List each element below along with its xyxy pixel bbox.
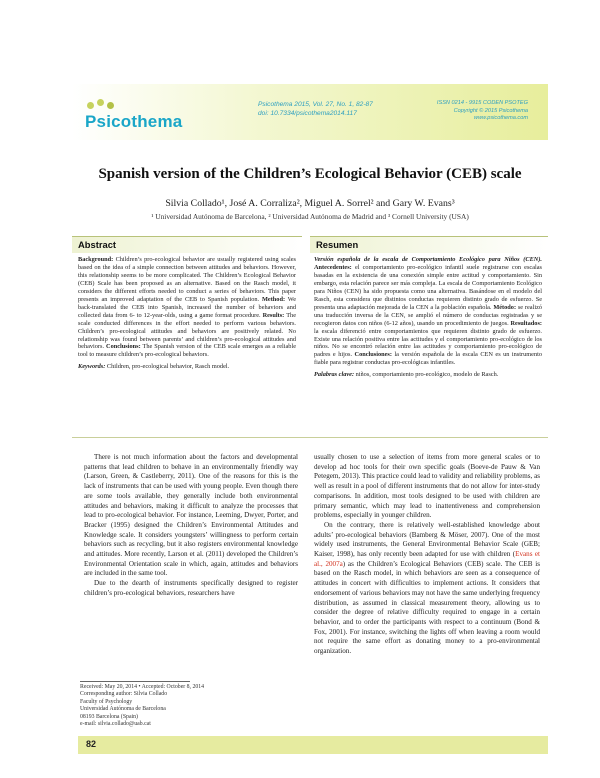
footnote — [80, 684, 204, 728]
journal-logo-text: Psicothema — [85, 112, 183, 131]
resumen-antecedentes-text: el comportamiento pro-ecológico infantil suele registrarse con escalas basadas en la existencia de una conexión simple entre actitud y comportamiento. Sin embargo, esta relación parece ser más compleja. La escala de Comportamiento Ecológico para Niños (CEN) ha sido propuesta como una alternativa. Basándose en el modelo del Rasch, esta considera que distintos conductas requieren distinto grado de esfuerzo. Se presenta una adaptación mejorada de la CEN a la población española. — [314, 263, 542, 311]
footnote-rule — [80, 681, 190, 682]
body-paragraph: On the contrary, there is relatively well-established knowledge about adults’ pro-ecological behaviors (Bamberg & Möser, 2007). One of the most widely used instruments, the General Environmental Behavior Scale (GEB; Kaiser, 1998), has only recently been adapted for use with children (Evans et al., 2007a) as the Children’s Ecological Behaviors (CEB) scale. The CEB is based on the Rasch model, in which behaviors are seen as a consequence of attitudes in concert with difficulties to implement actions. It considers that endorsement of various behaviors may not have the same underlying frequency distribution, as assumed in classical measurement theory, allowing us to consider the degree of relative difficulty required to engage in a certain behavior, and to order the participants with respect to a continuum (Bond & Fox, 2001). For instance, switching the lights off when leaving a room would not require the same effort as donating money to a pro-environmental organization. — [314, 520, 541, 656]
journal-citation-block — [258, 100, 373, 118]
abstract-keywords-label: Keywords: — [78, 363, 106, 371]
abstract-conclusions-text: The Spanish version of the CEB scale emerges as a reliable tool to measure children’s pro-ecological behaviors. — [78, 343, 296, 359]
resumen-title-italic: Versión española de la escala de Comportamiento Ecológico para Niños (CEN). — [314, 256, 542, 263]
footnote-received: Received: May 20, 2014 • Accepted: October 8, 2014 — [80, 684, 205, 690]
body-left-column — [84, 453, 298, 599]
abstract-results-label: Results: — [262, 311, 285, 319]
paper-title: Spanish version of the Children’s Ecological Behavior (CEB) scale — [98, 166, 522, 182]
abstract-keywords-text: Children, pro-ecological behavior, Rasch model. — [106, 363, 230, 371]
section-divider — [72, 437, 548, 438]
resumen-metodo-label: Método: — [493, 303, 517, 311]
body-right-column — [314, 453, 540, 657]
body-paragraph: There is not much information about the factors and developmental patterns that lead children to behave in an environmentally friendly way (Larson, Green, & Castleberry, 2011). One of the reasons for this is the lack of instruments that can be used with young people. Even though there are some tools available, they generally include both environmental attitudes and behaviors, making it difficult to analyze the processes that lead to pro-ecological behavior. For instance, Leeming, Dwyer, Porter, and Bracker (1995) designed the Children’s Environmental Attitudes and Knowledge scale. It considers youngsters’ willingness to perform certain behaviors such as recycling, but it also registers environmental knowledge and attitudes. More recently, Larson et al. (2011) developed the Children’s Environmental Orientation scale in which, again, attitudes and behaviors are included in the same tool. — [84, 453, 298, 578]
resumen-keywords-text: niños, comportamiento pro-ecológico, modelo de Rasch. — [355, 371, 499, 379]
journal-logo — [85, 98, 205, 138]
body-paragraph: Due to the dearth of instruments specifically designed to register children’s pro-ecological behaviors, researchers have — [84, 579, 298, 597]
footnote-address: 08193 Barcelona (Spain) — [80, 713, 138, 720]
journal-issn-block — [437, 100, 528, 123]
footnote-university: Universidad Autónoma de Barcelona — [80, 706, 166, 713]
journal-issn: ISSN 0214 - 9915 CODEN PSOTEG — [436, 100, 528, 106]
abstract-background-text: Children’s pro-ecological behavior are usually registered using scales based on the idea of a simple connection between attitudes and behaviors. However, this relationship seems to be more complicated. The Children’s Ecological Behavior (CEB) Scale has been proposed as an alternative. Based on the Rasch model, it considers the different efforts needed to conduct a series of behaviors. This paper presents an improved adaptation of the CEB to Spanish population. — [78, 256, 296, 303]
page-number: 82 — [86, 739, 97, 749]
footnote-email[interactable]: e-mail: silvia.collado@uab.cat — [80, 721, 151, 728]
footnote-corresponding: Corresponding author: Silvia Collado — [80, 691, 168, 698]
resumen-keywords-label: Palabras clave: — [314, 371, 355, 379]
abstract-text — [78, 256, 296, 371]
resumen-resultados-text: la escala diferenció entre comportamientos que requieren distinto grado de esfuerzo. Existe una relación positiva entre las actitudes y el comportamiento pro-ecológico de los niños. No se encontró relación entre las actitudes y comportamiento pro-ecológico de padres e hijos. — [314, 327, 542, 359]
paper-affiliations: ¹ Universidad Autónoma de Barcelona, ² Universidad Autónoma de Madrid and ³ Cornell University (USA) — [151, 212, 469, 221]
abstract-method-text: We back-translated the CEB into Spanish, increased the number of behaviors and collected data from 6- to 12-year-olds, using a game format procedure. — [78, 295, 297, 319]
logo-dots-icon — [85, 98, 125, 112]
abstract-heading: Abstract — [72, 236, 302, 253]
resumen-resultados-label: Resultados: — [510, 319, 542, 327]
body-paragraph: usually chosen to use a selection of items from more general scales or to develop ad hoc tools for their own specific goals (Boeve-de Pauw & Van Petegem, 2013). This practice could lead to validity and reliability problems, as well as result in a pool of different instruments that do not allow for inter-study comparisons. In addition, most tools designed to be used with children are primary semantic, which may lead to inattentiveness and comprehension problems, especially in younger children. — [314, 453, 540, 520]
journal-doi[interactable]: doi: 10.7334/psicothema2014.117 — [258, 110, 357, 117]
resumen-metodo-text: se realizó una traducción inversa de la CEN, se amplió el número de conductas registradas y se recogieron datos con niños (6-12 años), usando un procedimiento de juegos. — [314, 303, 543, 327]
journal-citation: Psicothema 2015, Vol. 27, No. 1, 82-87 — [258, 101, 373, 108]
resumen-text — [314, 256, 542, 379]
resumen-heading: Resumen — [310, 236, 548, 253]
resumen-conclusiones-label: Conclusiones: — [354, 351, 392, 359]
footnote-faculty: Faculty of Psychology — [80, 698, 133, 705]
paper-authors: Silvia Collado¹, José A. Corraliza², Miguel A. Sorrel² and Gary W. Evans³ — [165, 198, 455, 209]
abstract-conclusions-label: Conclusions: — [106, 343, 141, 351]
page-footer-band — [78, 736, 548, 754]
journal-copyright: Copyright © 2015 Psicothema — [453, 107, 528, 114]
citation-link[interactable]: Evans et al., 2007a — [314, 550, 541, 568]
journal-website[interactable]: www.psicothema.com — [473, 115, 528, 122]
abstract-results-text: The scale conducted differences in the effort needed to perform various behaviors. Children’s pro-ecological attitudes and behaviors are positively related. No relationship was found between parents’ and children’s pro-ecological attitudes and behaviors. — [78, 311, 296, 351]
resumen-antecedentes-label: Antecedentes: — [314, 263, 352, 271]
abstract-keywords — [78, 363, 296, 371]
resumen-conclusiones-text: la versión española de la escala CEN es un instrumento fiable para registrar conductas pro-ecológicas infantiles. — [314, 351, 542, 367]
abstract-background-label: Background: — [78, 256, 114, 263]
abstract-method-label: Method: — [261, 295, 286, 303]
resumen-keywords — [314, 371, 542, 379]
